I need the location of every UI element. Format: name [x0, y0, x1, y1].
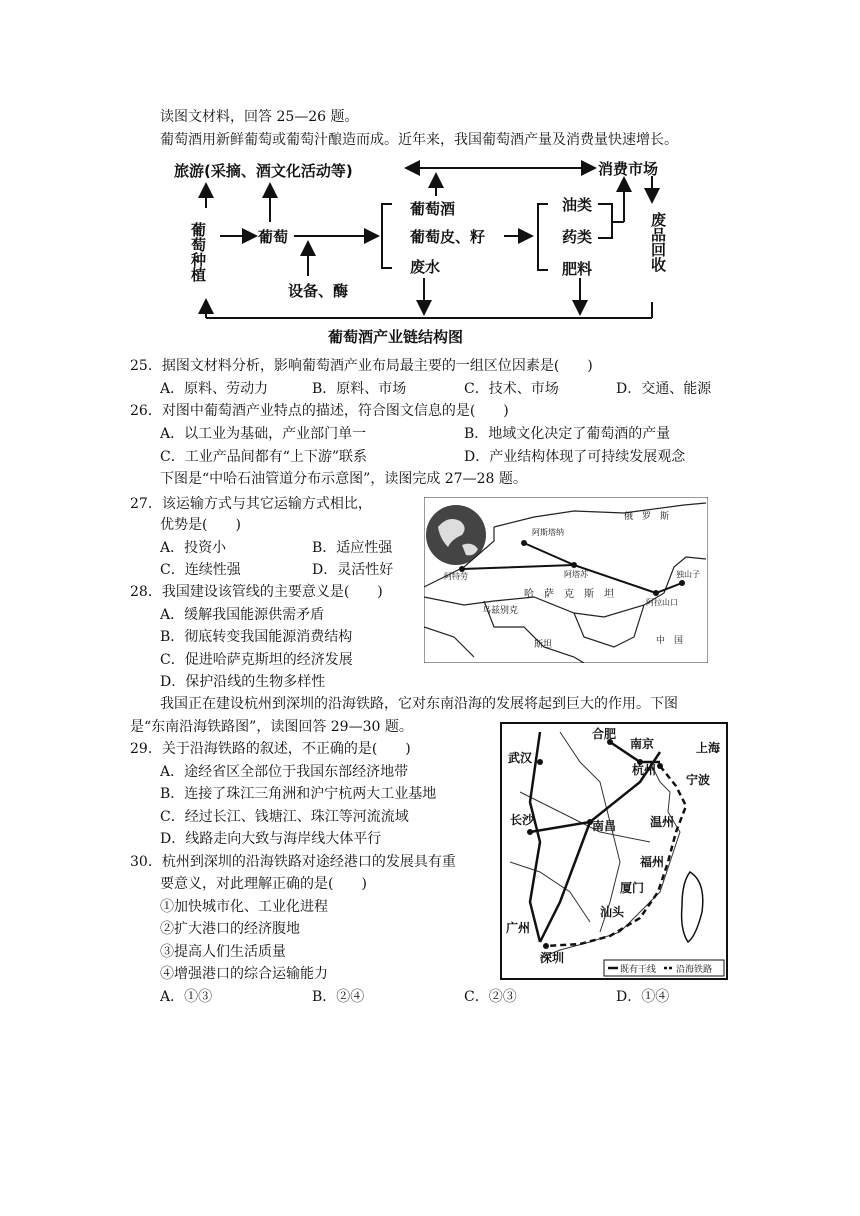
- map1-atyrau: 阿特劳: [444, 572, 468, 581]
- q26-option-b: B．地域文化决定了葡萄酒的产量: [464, 426, 671, 442]
- map1-russia: 俄 罗 斯: [624, 512, 670, 522]
- q28-option-b: B．彻底转变我国能源消费结构: [160, 629, 353, 645]
- coastal-railway-map: [500, 722, 728, 980]
- q25-option-a: A．原料、劳动力: [160, 381, 269, 397]
- map1-uzbekistan: 乌兹别克: [482, 606, 519, 616]
- q28-option-d: D．保护沿线的生物多样性: [160, 674, 326, 690]
- q25-stem: 25．据图文材料分析，影响葡萄酒产业布局最主要的一组区位因素是( ): [130, 358, 593, 374]
- q28-option-a: A．缓解我国能源供需矛盾: [160, 607, 325, 623]
- chain-market: 消费市场: [598, 160, 659, 178]
- q27-stem-1: 27．该运输方式与其它运输方式相比，: [130, 496, 372, 512]
- q30-statement-1: ①加快城市化、工业化进程: [160, 899, 328, 915]
- chain-tourism: 旅游(采摘、酒文化活动等): [174, 162, 353, 180]
- intro-27-28: 下图是“中哈石油管道分布示意图”，读图完成 27—28 题。: [160, 471, 527, 487]
- intro-29-30-line1: 我国正在建设杭州到深圳的沿海铁路，它对东南沿海的发展将起到巨大的作用。下图: [160, 696, 678, 712]
- map1-stan: 斯坦: [534, 640, 553, 650]
- chain-fertilizer: 肥料: [562, 260, 593, 278]
- map2-shenzhen: 深圳: [540, 951, 565, 965]
- q27-option-c: C．连续性强: [160, 562, 241, 578]
- chain-recycling: 废品回收: [649, 212, 667, 272]
- q29-option-d: D．线路走向大致与海岸线大体平行: [160, 831, 382, 847]
- chain-medicine: 药类: [562, 228, 593, 246]
- q26-option-c: C．工业产品间都有“上下游”联系: [160, 449, 368, 465]
- map2-changsha: 长沙: [510, 813, 535, 827]
- q25-option-c: C．技术、市场: [464, 381, 559, 397]
- q30-statement-3: ③提高人们生活质量: [160, 944, 286, 960]
- q28-stem: 28．我国建设该管线的主要意义是( ): [130, 584, 383, 600]
- pipeline-map: [424, 497, 708, 663]
- q30-option-a: A．①③: [160, 989, 213, 1005]
- chain-caption: 葡萄酒产业链结构图: [328, 328, 464, 346]
- q30-stem-2: 要意义，对此理解正确的是( ): [160, 876, 367, 892]
- map1-atasu: 阿塔苏: [564, 570, 588, 579]
- map2-nanjing: 南京: [630, 737, 655, 751]
- q30-stem-1: 30．杭州到深圳的沿海铁路对途经港口的发展具有重: [130, 854, 456, 870]
- map2-wuhan: 武汉: [508, 751, 533, 765]
- map1-alashankou: 阿拉山口: [646, 598, 678, 607]
- map2-shanghai: 上海: [696, 741, 721, 755]
- map2-hangzhou: 杭州: [632, 763, 657, 777]
- wine-industry-chain-diagram: [168, 152, 698, 348]
- map1-dushanzi: 独山子: [676, 570, 700, 579]
- chain-growing: 葡萄种植: [189, 222, 207, 282]
- chain-grape: 葡萄: [258, 228, 289, 246]
- q25-option-b: B．原料、市场: [312, 381, 407, 397]
- q26-option-d: D．产业结构体现了可持续发展观念: [464, 449, 686, 465]
- q30-option-d: D．①④: [616, 989, 670, 1005]
- chain-wastewater: 废水: [410, 258, 441, 276]
- chain-skin-seed: 葡萄皮、籽: [410, 228, 486, 246]
- q30-option-b: B．②④: [312, 989, 365, 1005]
- map2-ningbo: 宁波: [686, 773, 711, 787]
- q30-statement-2: ②扩大港口的经济腹地: [160, 921, 300, 937]
- q28-option-c: C．促进哈萨克斯坦的经济发展: [160, 652, 353, 668]
- map2-legend-existing: 既有干线: [620, 965, 657, 975]
- map1-kazakhstan: 哈 萨 克 斯 坦: [524, 589, 614, 600]
- map2-hefei: 合肥: [592, 727, 617, 741]
- intro-29-30-line2: 是“东南沿海铁路图”，读图回答 29—30 题。: [130, 719, 413, 735]
- q30-option-c: C．②③: [464, 989, 517, 1005]
- q30-statement-4: ④增强港口的综合运输能力: [160, 966, 328, 982]
- map2-guangzhou: 广州: [506, 921, 531, 935]
- map2-shantou: 汕头: [600, 905, 625, 919]
- q29-stem: 29．关于沿海铁路的叙述，不正确的是( ): [130, 741, 411, 757]
- map2-xiamen: 厦门: [620, 881, 645, 895]
- intro-text: 葡萄酒用新鲜葡萄或葡萄汁酿造而成。近年来，我国葡萄酒产量及消费量快速增长。: [160, 132, 678, 148]
- map2-nanchang: 南昌: [592, 819, 617, 833]
- map1-china: 中 国: [656, 636, 684, 646]
- chain-oils: 油类: [562, 196, 593, 214]
- map1-astana: 阿斯塔纳: [532, 528, 564, 537]
- q25-option-d: D．交通、能源: [616, 381, 712, 397]
- map2-legend-coastal: 沿海铁路: [676, 965, 713, 975]
- map2-fuzhou: 福州: [640, 855, 665, 869]
- q29-option-c: C．经过长江、钱塘江、珠江等河流流域: [160, 809, 409, 825]
- q26-stem: 26．对图中葡萄酒产业特点的描述，符合图文信息的是( ): [130, 403, 509, 419]
- q27-option-a: A．投资小: [160, 540, 227, 556]
- intro-25-26: 读图文材料，回答 25—26 题。: [160, 109, 359, 125]
- map2-wenzhou: 温州: [650, 815, 675, 829]
- q29-option-a: A．途经省区全部位于我国东部经济地带: [160, 764, 409, 780]
- q27-option-d: D．灵活性好: [312, 562, 394, 578]
- q26-option-a: A．以工业为基础，产业部门单一: [160, 426, 367, 442]
- q29-option-b: B．连接了珠江三角洲和沪宁杭两大工业基地: [160, 786, 437, 802]
- chain-equipment: 设备、酶: [288, 282, 349, 300]
- q27-stem-2: 优势是( ): [160, 517, 241, 533]
- chain-wine: 葡萄酒: [410, 200, 456, 218]
- q27-option-b: B．适应性强: [312, 540, 393, 556]
